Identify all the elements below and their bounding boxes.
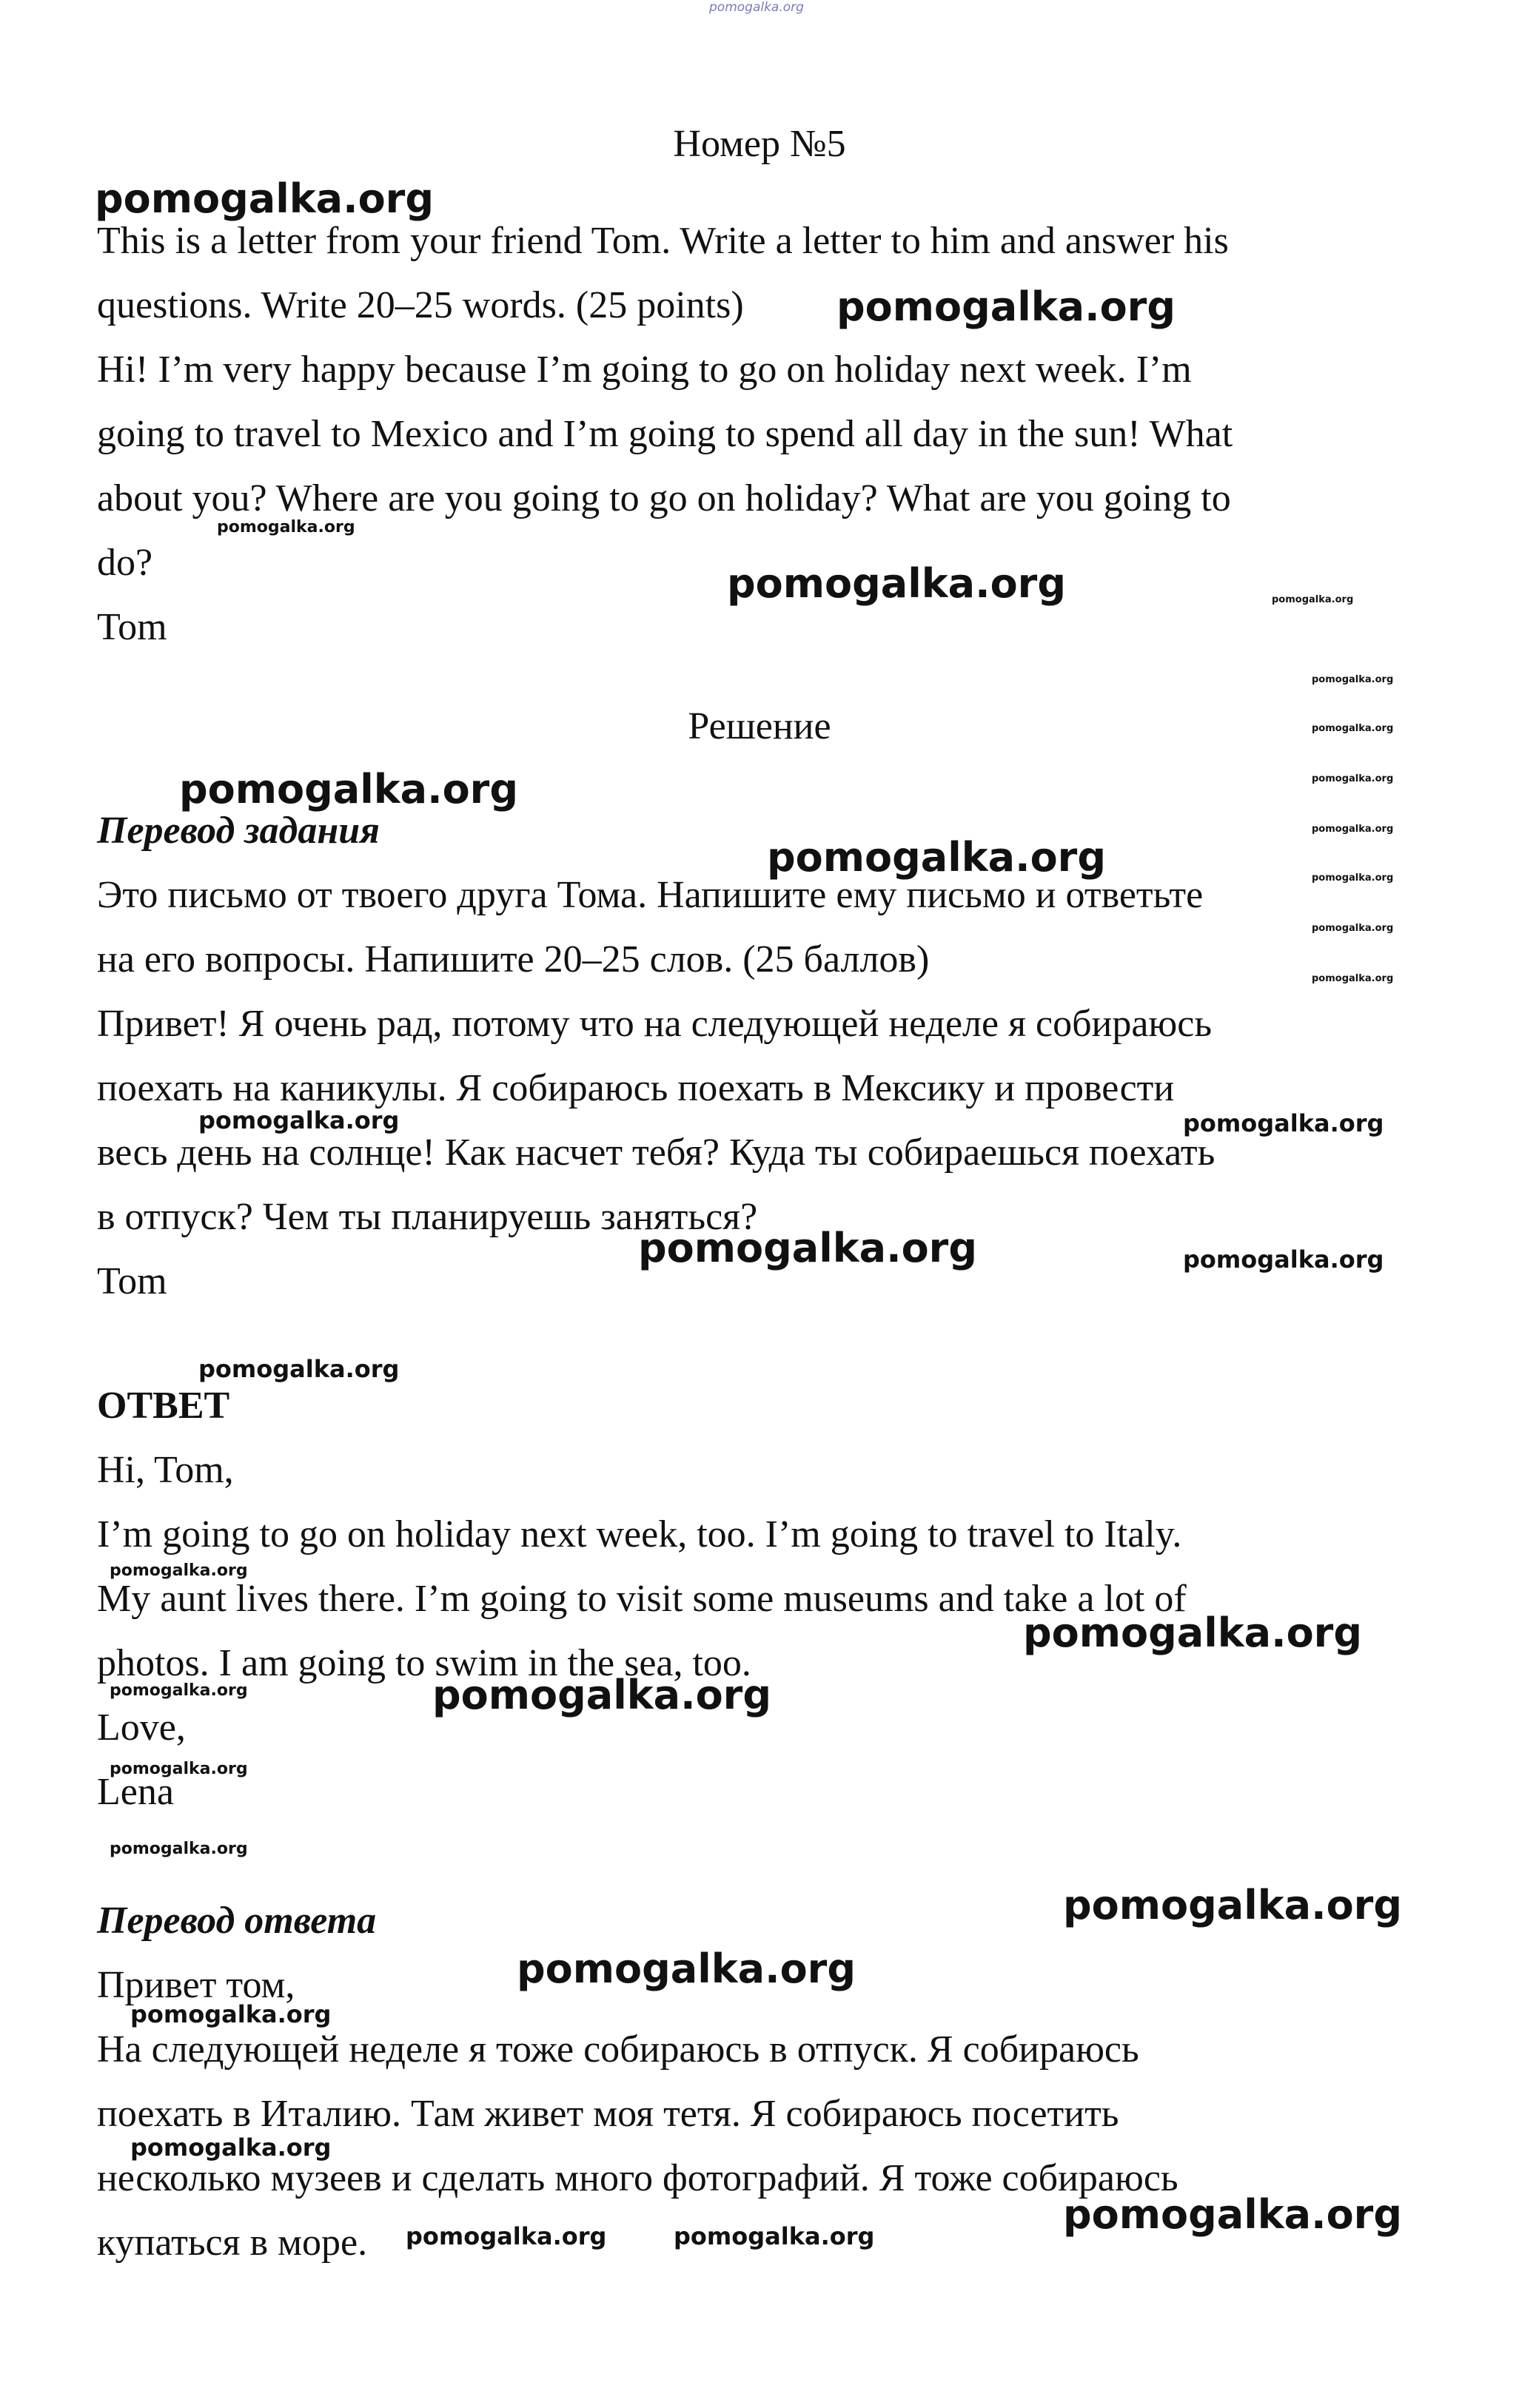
task-translation-line: в отпуск? Чем ты планируешь заняться? — [97, 1196, 758, 1238]
answer-translation-line: купаться в море. — [97, 2222, 368, 2264]
answer-heading: ОТВЕТ — [97, 1385, 230, 1427]
watermark: pomogalka.org — [406, 2222, 607, 2250]
task-translation-line: поехать на каникулы. Я собираюсь поехать в Мексику и провести — [97, 1067, 1175, 1109]
answer-line: Love, — [97, 1706, 186, 1749]
watermark: pomogalka.org — [1312, 973, 1394, 984]
answer-line: photos. I am going to swim in the sea, too. — [97, 1642, 751, 1684]
task-line: about you? Where are you going to go on holiday? What are you going to — [97, 477, 1231, 519]
answer-translation-line: поехать в Италию. Там живет моя тетя. Я собираюсь посетить — [97, 2093, 1119, 2135]
watermark: pomogalka.org — [517, 1945, 856, 1992]
watermark: pomogalka.org — [110, 1681, 248, 1700]
watermark: pomogalka.org — [1272, 594, 1354, 605]
watermark: pomogalka.org — [1183, 1109, 1384, 1137]
watermark: pomogalka.org — [179, 766, 518, 813]
task-line: Hi! I’m very happy because I’m going to go on holiday next week. I’m — [97, 349, 1192, 391]
answer-translation-heading: Перевод ответа — [97, 1900, 377, 1942]
answer-translation-line: На следующей неделе я тоже собираюсь в отпуск. Я собираюсь — [97, 2028, 1139, 2071]
watermark: pomogalka.org — [95, 175, 434, 222]
watermark-top: pomogalka.org — [709, 0, 804, 15]
answer-translation-line: несколько музеев и сделать много фотографий. Я тоже собираюсь — [97, 2157, 1178, 2199]
answer-translation-line: Привет том, — [97, 1964, 295, 2006]
answer-line: Hi, Tom, — [97, 1449, 234, 1491]
watermark: pomogalka.org — [1312, 674, 1394, 685]
answer-line: I’m going to go on holiday next week, too. I’m going to travel to Italy. — [97, 1513, 1182, 1556]
watermark: pomogalka.org — [130, 2133, 332, 2162]
watermark: pomogalka.org — [727, 560, 1066, 607]
task-translation-line: Это письмо от твоего друга Тома. Напишите ему письмо и ответьте — [97, 874, 1204, 916]
watermark: pomogalka.org — [217, 518, 355, 537]
answer-signature: Lena — [97, 1771, 174, 1813]
watermark: pomogalka.org — [110, 1840, 248, 1858]
watermark: pomogalka.org — [198, 1106, 400, 1134]
solution-heading: Решение — [688, 705, 831, 747]
watermark: pomogalka.org — [110, 1561, 248, 1580]
task-translation-line: весь день на солнце! Как насчет тебя? Куда ты собираешься поехать — [97, 1131, 1215, 1174]
page-title: Номер №5 — [673, 123, 846, 165]
task-translation-signature: Tom — [97, 1260, 167, 1302]
watermark: pomogalka.org — [432, 1672, 771, 1718]
task-line: This is a letter from your friend Tom. Write a letter to him and answer his — [97, 220, 1229, 262]
watermark: pomogalka.org — [1312, 723, 1394, 734]
watermark: pomogalka.org — [1312, 872, 1394, 884]
task-translation-line: Привет! Я очень рад, потому что на следующей неделе я собираюсь — [97, 1003, 1213, 1045]
watermark: pomogalka.org — [1023, 1610, 1362, 1656]
watermark: pomogalka.org — [110, 1760, 248, 1778]
task-signature: Tom — [97, 606, 167, 648]
task-translation-heading: Перевод задания — [97, 810, 380, 852]
watermark: pomogalka.org — [1063, 2191, 1402, 2238]
watermark: pomogalka.org — [130, 2000, 332, 2028]
watermark: pomogalka.org — [1063, 1882, 1402, 1928]
watermark: pomogalka.org — [767, 834, 1106, 881]
watermark: pomogalka.org — [638, 1225, 977, 1271]
watermark: pomogalka.org — [1312, 773, 1394, 784]
task-line: questions. Write 20–25 words. (25 points) — [97, 284, 744, 326]
task-translation-line: на его вопросы. Напишите 20–25 слов. (25 баллов) — [97, 938, 930, 981]
watermark: pomogalka.org — [1312, 923, 1394, 934]
watermark: pomogalka.org — [1312, 824, 1394, 835]
watermark: pomogalka.org — [674, 2222, 875, 2250]
answer-line: My aunt lives there. I’m going to visit some museums and take a lot of — [97, 1578, 1187, 1620]
task-line: do? — [97, 542, 153, 584]
task-line: going to travel to Mexico and I’m going to spend all day in the sun! What — [97, 413, 1233, 455]
watermark: pomogalka.org — [1183, 1245, 1384, 1274]
watermark: pomogalka.org — [836, 283, 1176, 330]
watermark: pomogalka.org — [198, 1355, 400, 1383]
